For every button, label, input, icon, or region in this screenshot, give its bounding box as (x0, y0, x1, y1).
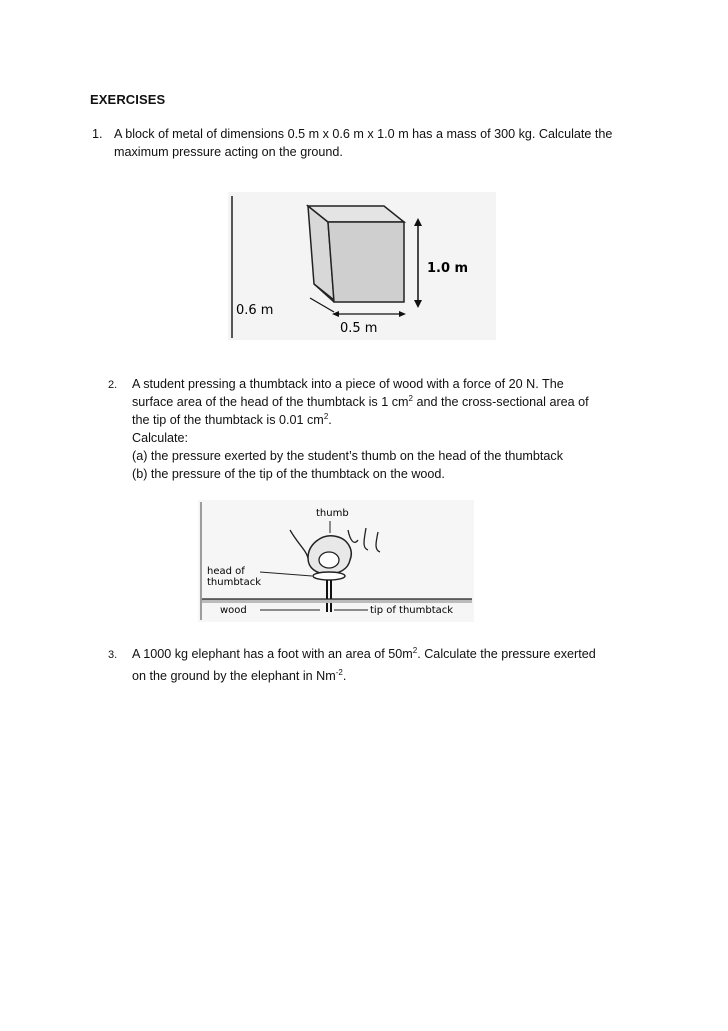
question-3-number: 3. (108, 649, 118, 661)
question-2-line-3-start: the tip of the thumbtack is 0.01 cm (132, 413, 324, 427)
question-1-text (114, 125, 652, 161)
question-2-calculate: Calculate: (132, 431, 189, 445)
question-1 (92, 125, 652, 161)
exercises-heading: EXERCISES (90, 92, 166, 107)
question-2 (108, 375, 644, 483)
tip-of-thumbtack-label: tip of thumbtack (370, 605, 454, 616)
question-1-line-2: maximum pressure acting on the ground. (114, 145, 343, 159)
question-2-line-2 (132, 393, 644, 411)
question-3-line-2-start: on the ground by the elephant in Nm (132, 669, 336, 683)
question-1-line-1: A block of metal of dimensions 0.5 m x 0.6 m x 1.0 m has a mass of 300 kg. Calculate the (114, 127, 613, 141)
head-of-thumbtack-label-1: head of (207, 566, 245, 577)
question-1-number: 1. (92, 127, 103, 141)
question-2-line-3-superscript: 2 (323, 412, 329, 421)
thumbtack-figure (198, 500, 474, 622)
question-2-line-2-superscript: 2 (408, 394, 413, 403)
question-2-part-a: (a) the pressure exerted by the student’s thumb on the head of the thumbtack (132, 449, 564, 463)
question-3-line-1-superscript: 2 (412, 646, 418, 655)
question-3 (108, 645, 644, 685)
question-2-line-2-end: and the cross-sectional area of (412, 395, 589, 409)
thumb-label: thumb (316, 508, 349, 519)
wood-label: wood (220, 605, 247, 616)
question-3-line-2-end: . (342, 669, 347, 683)
question-2-line-1: A student pressing a thumbtack into a piece of wood with a force of 20 N. The (132, 377, 564, 391)
question-2-line-3 (132, 411, 644, 429)
question-3-line-2 (132, 667, 644, 685)
question-3-line-1-start: A 1000 kg elephant has a foot with an area of 50m (132, 647, 413, 661)
question-2-part-b: (b) the pressure of the tip of the thumbtack on the wood. (132, 467, 445, 481)
question-2-line-2-start: surface area of the head of the thumbtack is 1 cm (132, 395, 409, 409)
block-front-face (328, 222, 404, 302)
depth-label: 0.6 m (236, 303, 274, 318)
question-2-text (132, 375, 644, 483)
question-3-line-1 (132, 645, 644, 663)
width-label: 0.5 m (340, 321, 378, 336)
thumbtack-head (313, 572, 345, 580)
height-label: 1.0 m (427, 261, 469, 276)
question-3-line-1-end: . Calculate the pressure exerted (417, 647, 596, 661)
question-3-text (132, 645, 644, 685)
question-2-line-3-end: . (328, 413, 332, 427)
metal-block-figure (228, 192, 496, 340)
thumbnail (319, 552, 339, 568)
head-of-thumbtack-label-2: thumbtack (207, 577, 262, 588)
question-3-line-2-superscript: -2 (335, 668, 343, 677)
question-2-number: 2. (108, 379, 118, 391)
